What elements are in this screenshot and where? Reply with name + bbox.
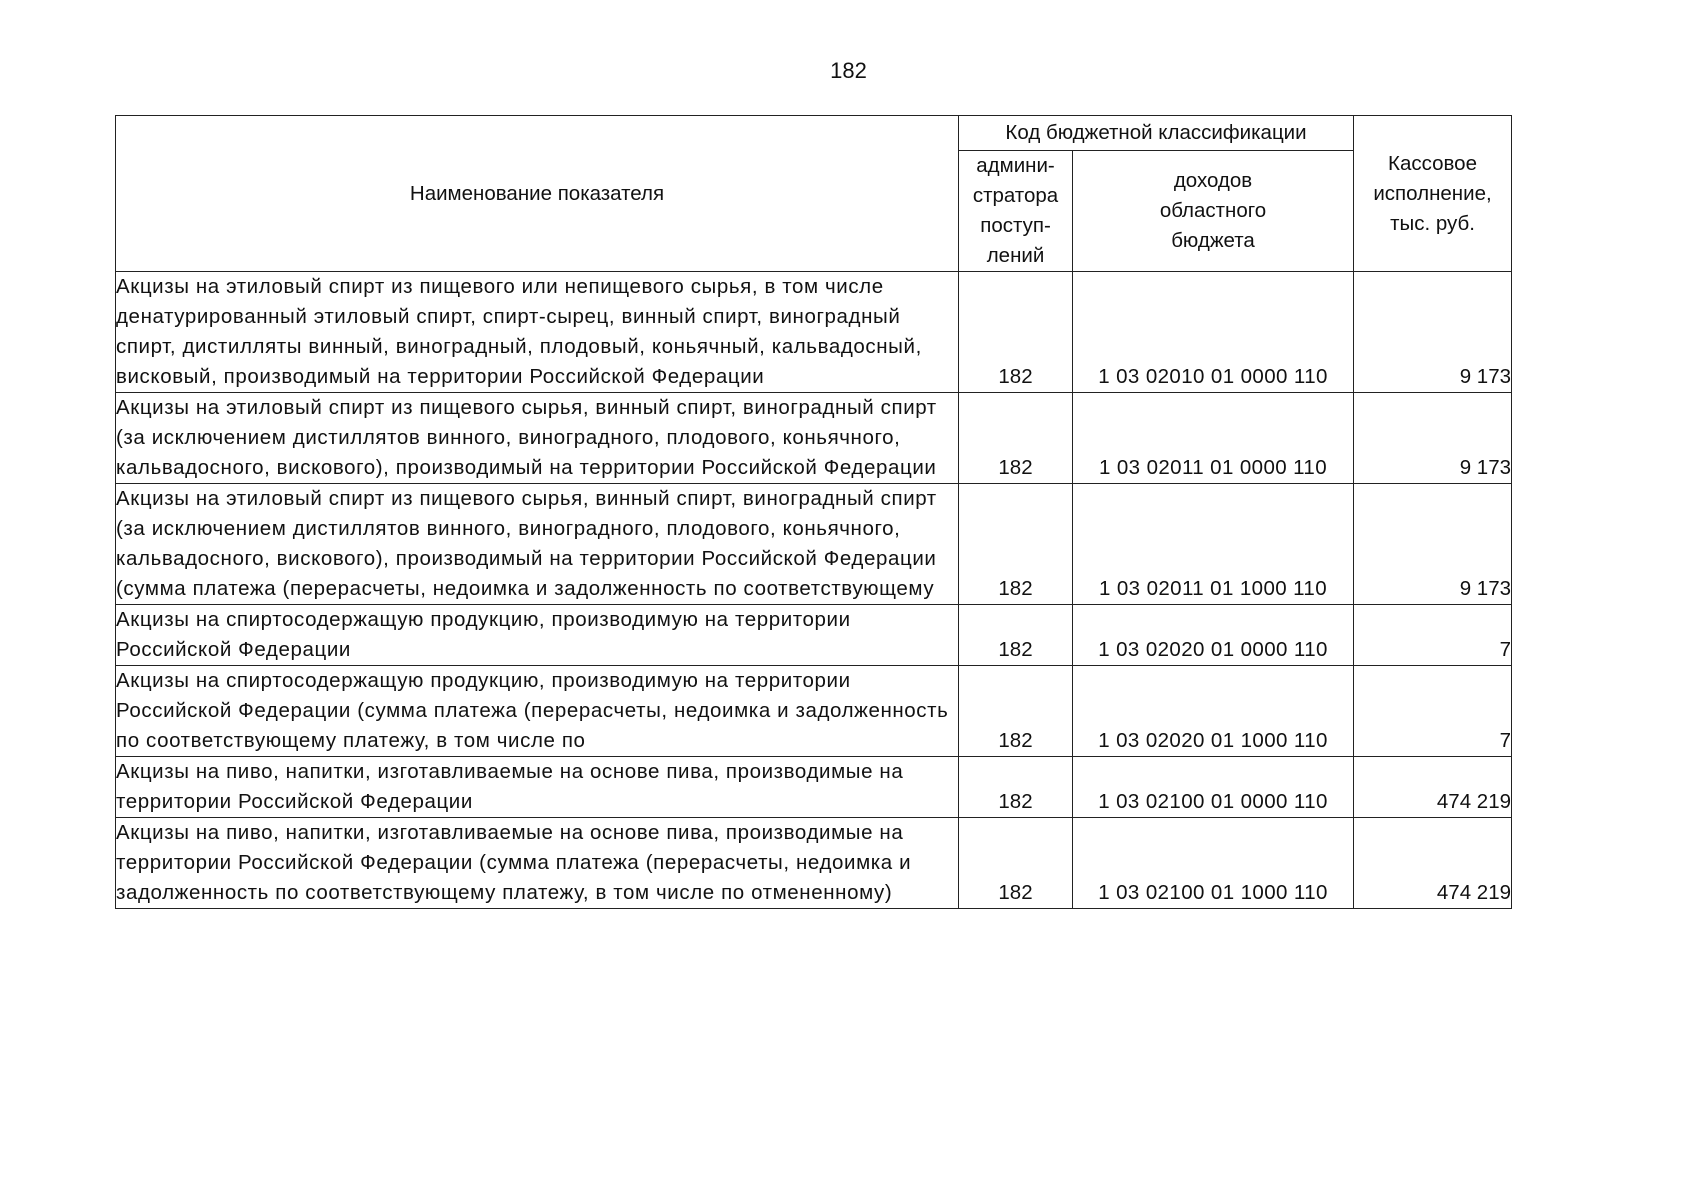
header-code-group: Код бюджетной классификации	[959, 116, 1354, 151]
row-name: Акцизы на этиловый спирт из пищевого сырья, винный спирт, виноградный спирт (за исключением дистиллятов винного, виноградного, плодового, коньячного, кальвадосного, вискового), производимый на территории Российской Федерации	[116, 393, 959, 484]
row-amount: 474 219	[1354, 757, 1512, 818]
row-name: Акцизы на пиво, напитки, изготавливаемые на основе пива, производимые на территории Российской Федерации	[116, 757, 959, 818]
row-income-code: 1 03 02100 01 1000 110	[1073, 818, 1354, 909]
row-admin-code: 182	[959, 484, 1073, 605]
row-name: Акцизы на пиво, напитки, изготавливаемые на основе пива, производимые на территории Российской Федерации (сумма платежа (перерасчеты, недоимка и задолженность по соответствующему платежу, в том числе по отмененному)	[116, 818, 959, 909]
table-row	[116, 605, 1512, 666]
row-income-code: 1 03 02100 01 0000 110	[1073, 757, 1354, 818]
header-amount: Кассовое исполнение, тыс. руб.	[1354, 116, 1512, 272]
row-admin-code: 182	[959, 393, 1073, 484]
row-income-code: 1 03 02011 01 1000 110	[1073, 484, 1354, 605]
row-admin-code: 182	[959, 666, 1073, 757]
row-admin-code: 182	[959, 605, 1073, 666]
header-admin: админи- стратора поступ- лений	[959, 151, 1073, 272]
page-number: 182	[830, 58, 867, 83]
row-amount: 7	[1354, 605, 1512, 666]
row-amount: 9 173	[1354, 272, 1512, 393]
row-name: Акцизы на этиловый спирт из пищевого или непищевого сырья, в том числе денатурированный этиловый спирт, спирт-сырец, винный спирт, виноградный спирт, дистилляты винный, виноградный, плодовый, коньячный, кальвадосный, висковый, производимый на территории Российской Федерации	[116, 272, 959, 393]
row-admin-code: 182	[959, 272, 1073, 393]
row-name: Акцизы на спиртосодержащую продукцию, производимую на территории Российской Федерации (сумма платежа (перерасчеты, недоимка и задолженность по соответствующему платежу, в том числе по	[116, 666, 959, 757]
table-row	[116, 666, 1512, 757]
row-income-code: 1 03 02020 01 1000 110	[1073, 666, 1354, 757]
row-name: Акцизы на спиртосодержащую продукцию, производимую на территории Российской Федерации	[116, 605, 959, 666]
table-row	[116, 757, 1512, 818]
header-name: Наименование показателя	[116, 116, 959, 272]
row-amount: 474 219	[1354, 818, 1512, 909]
row-income-code: 1 03 02011 01 0000 110	[1073, 393, 1354, 484]
row-amount: 9 173	[1354, 393, 1512, 484]
table-row	[116, 818, 1512, 909]
row-income-code: 1 03 02010 01 0000 110	[1073, 272, 1354, 393]
row-amount: 7	[1354, 666, 1512, 757]
table-row	[116, 393, 1512, 484]
table-header	[116, 116, 1512, 272]
row-admin-code: 182	[959, 757, 1073, 818]
row-amount: 9 173	[1354, 484, 1512, 605]
table-row	[116, 272, 1512, 393]
table-row	[116, 484, 1512, 605]
row-name: Акцизы на этиловый спирт из пищевого сырья, винный спирт, виноградный спирт (за исключением дистиллятов винного, виноградного, плодового, коньячного, кальвадосного, вискового), производимый на территории Российской Федерации (сумма платежа (перерасчеты, недоимка и задолженность по соответствующему	[116, 484, 959, 605]
row-admin-code: 182	[959, 818, 1073, 909]
header-income: доходов областного бюджета	[1073, 151, 1354, 272]
row-income-code: 1 03 02020 01 0000 110	[1073, 605, 1354, 666]
budget-table	[115, 115, 1512, 909]
